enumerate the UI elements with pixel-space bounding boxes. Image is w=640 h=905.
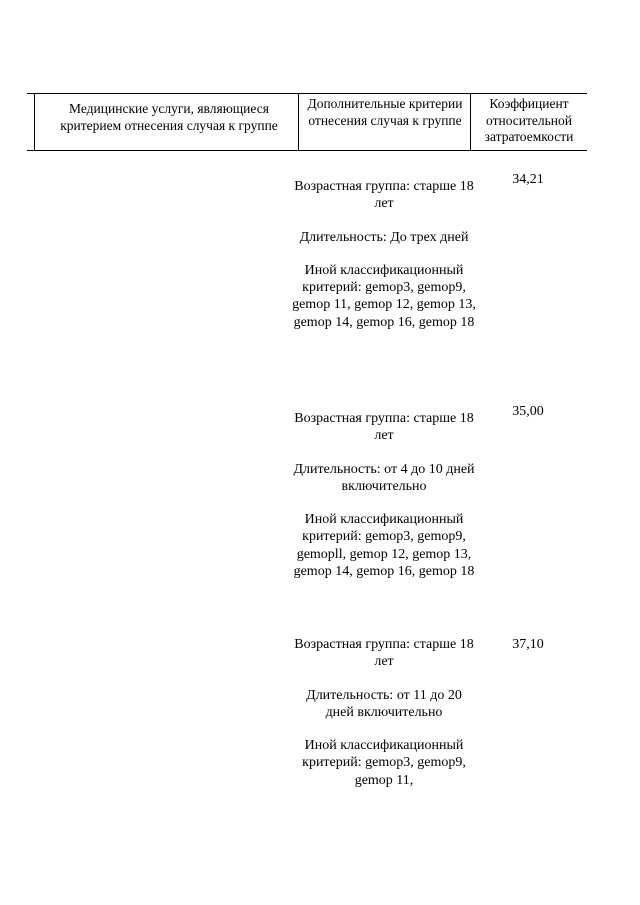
criterion-duration: Длительность: До трех дней — [299, 229, 469, 245]
column-divider-2 — [470, 93, 471, 150]
criterion-duration: Длительность: от 4 до 10 дней включительно — [293, 461, 475, 494]
table-row-1-criteria — [292, 178, 476, 331]
criterion-age: Возрастная группа: старше 18 лет — [294, 179, 474, 212]
column-divider-1 — [298, 93, 299, 150]
criterion-duration: Длительность: от 11 до 20 дней включительно — [306, 687, 462, 720]
header-cost-coefficient: Коэффициент относительной затратоемкости — [484, 96, 574, 144]
header-medical-services: Медицинские услуги, являющиеся критерием отнесения случая к группе — [60, 101, 278, 133]
criterion-other: Иной классификационный критерий: gemop3, gemop9, gemopll, gemop 12, gemop 13, gemop 14, gemop 16, gemop 18 — [293, 512, 475, 580]
header-bottom-rule — [27, 150, 587, 151]
table-row-1-coefficient: 34,21 — [512, 172, 544, 187]
criterion-age: Возрастная группа: старше 18 лет — [294, 637, 474, 670]
column-divider-0 — [34, 93, 35, 150]
table-row-2-coefficient: 35,00 — [512, 404, 544, 419]
table-top-rule — [27, 93, 587, 94]
criterion-other: Иной классификационный критерий: gemop3, gemop9, gemop 11, — [302, 738, 466, 788]
table-row-2-criteria — [292, 410, 476, 580]
header-additional-criteria: Дополнительные критерии отнесения случая к группе — [307, 96, 463, 128]
criterion-other: Иной классификационный критерий: gemop3, gemop9, gemop 11, gemop 12, gemop 13, gemop 14, gemop 16, gemop 18 — [292, 262, 476, 330]
table-row-3-coefficient: 37,10 — [512, 637, 544, 652]
criterion-age: Возрастная группа: старше 18 лет — [294, 411, 474, 444]
table-row-3-criteria — [292, 636, 476, 789]
